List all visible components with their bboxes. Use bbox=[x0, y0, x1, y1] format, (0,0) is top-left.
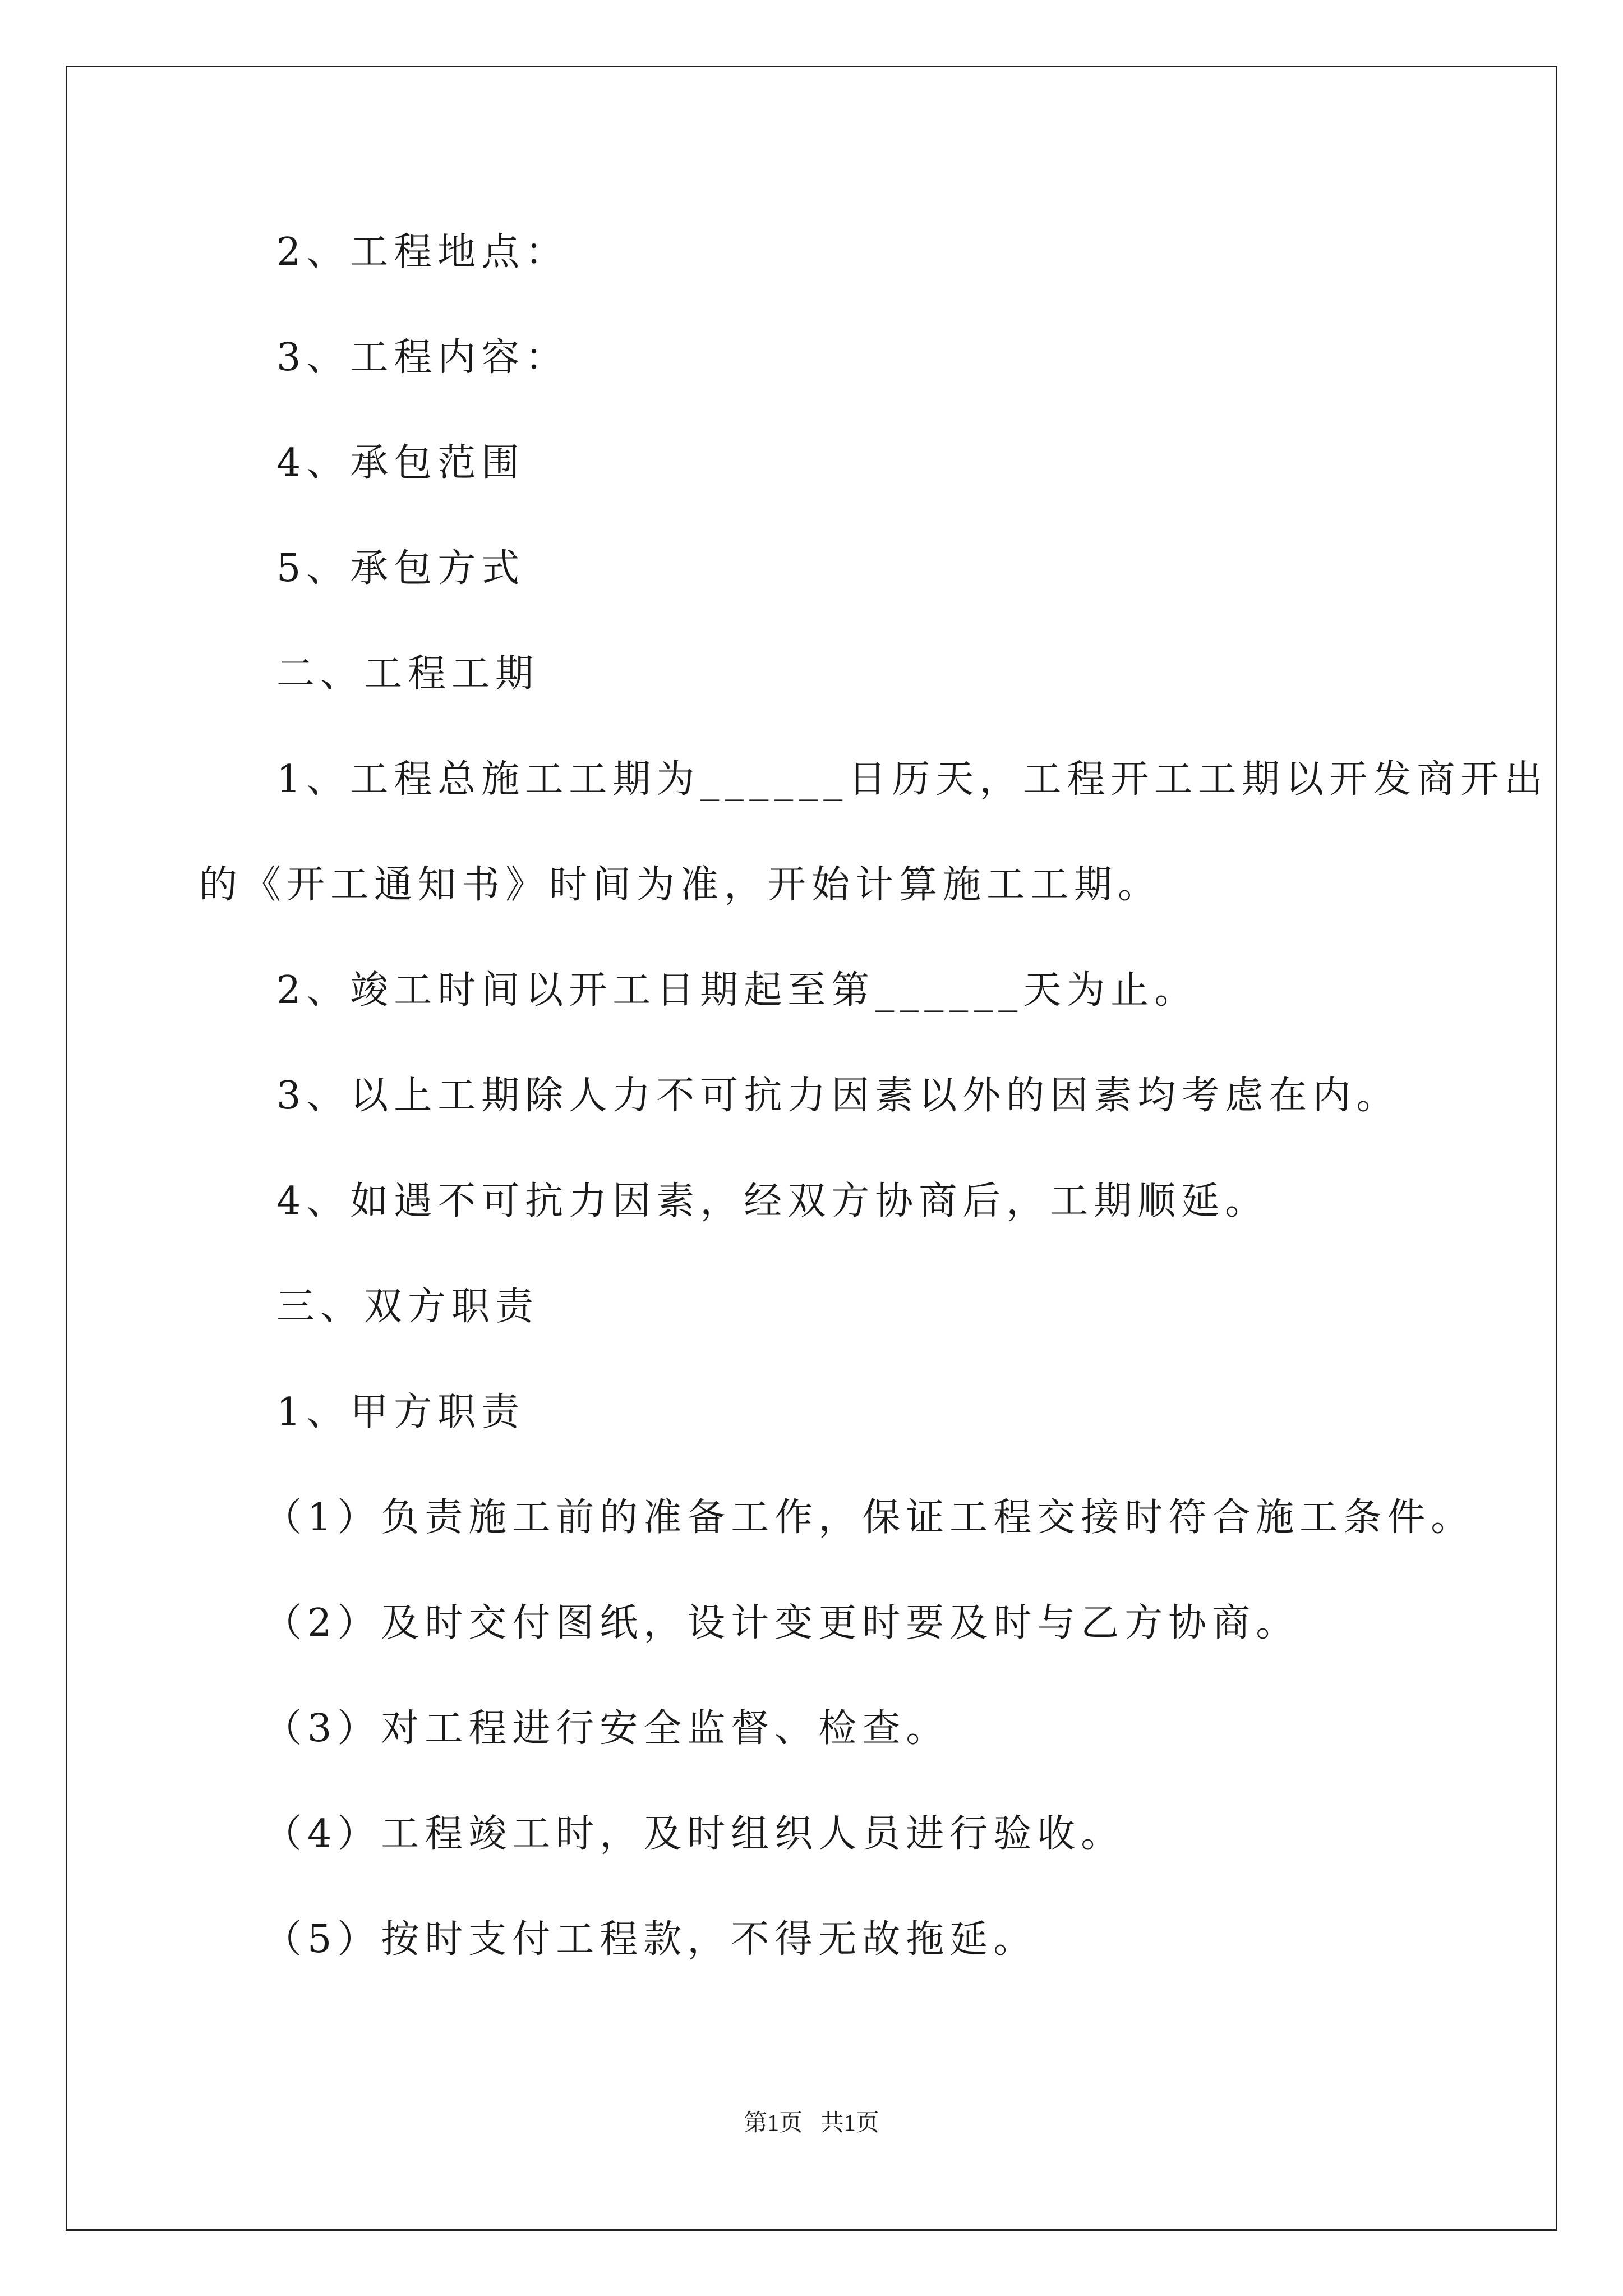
section-heading: 二、工程工期 bbox=[276, 652, 540, 696]
paragraph: 4、如遇不可抗力因素，经双方协商后，工期顺延。 bbox=[276, 1179, 1269, 1223]
paragraph: 4、承包范围 bbox=[276, 441, 525, 485]
paragraph: 的《开工通知书》时间为准，开始计算施工工期。 bbox=[199, 863, 1162, 907]
paragraph: （5）按时支付工程款，不得无故拖延。 bbox=[264, 1917, 1038, 1962]
paragraph: （2）及时交付图纸，设计变更时要及时与乙方协商。 bbox=[264, 1601, 1300, 1645]
page-border bbox=[66, 66, 1557, 2231]
paragraph: （1）负责施工前的准备工作，保证工程交接时符合施工条件。 bbox=[264, 1496, 1475, 1540]
section-heading: 三、双方职责 bbox=[276, 1285, 540, 1329]
paragraph: （4）工程竣工时，及时组织人员进行验收。 bbox=[264, 1812, 1125, 1856]
paragraph: 2、竣工时间以开工日期起至第______天为止。 bbox=[276, 968, 1198, 1013]
paragraph: （3）对工程进行安全监督、检查。 bbox=[264, 1706, 950, 1751]
paragraph: 3、以上工期除人力不可抗力因素以外的因素均考虑在内。 bbox=[276, 1074, 1400, 1118]
paragraph: 1、甲方职责 bbox=[276, 1390, 525, 1434]
paragraph: 2、工程地点： bbox=[276, 230, 569, 274]
paragraph: 1、工程总施工工期为______日历天，工程开工工期以开发商开出 bbox=[276, 757, 1548, 802]
page-footer: 第1页 共1页 bbox=[744, 2110, 879, 2136]
paragraph: 3、工程内容： bbox=[276, 335, 569, 380]
paragraph: 5、承包方式 bbox=[276, 546, 525, 591]
